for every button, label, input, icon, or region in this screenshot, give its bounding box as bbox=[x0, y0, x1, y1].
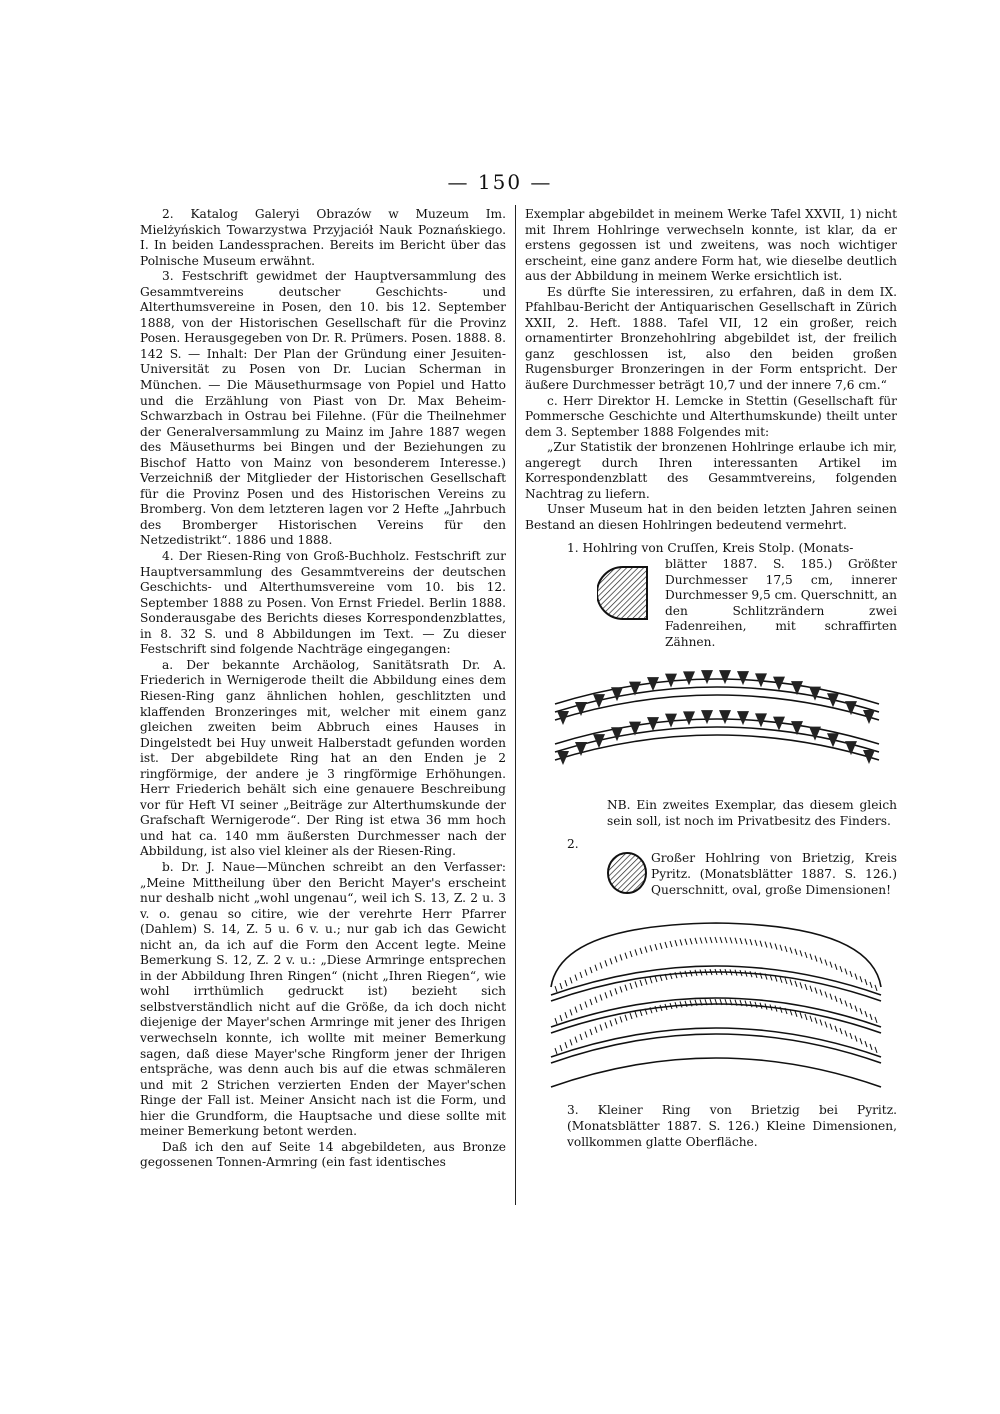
paragraph-note-c: c. Herr Direktor H. Lemcke in Stettin (Gesellschaft für Pommersche Geschichte und Alterthumskunde) theilt unter dem 3. September 1888 Folgendes mit: bbox=[525, 393, 897, 439]
item-2 bbox=[525, 837, 897, 907]
column-divider bbox=[515, 205, 516, 1205]
paragraph-festschrift: 3. Festschrift gewidmet der Hauptversammlung des Gesammtvereins deutscher Geschichts- und Alterthumsvereine in Posen, den 10. bis 12. September 1888, von der Historischen Gesellschaft für die Provinz Posen. Herausgegeben von Dr. R. Prümers. Posen. 1888. 8. 142 S. — Inhalt: Der Plan der Gründung einer Jesuiten-Universität zu Posen von Dr. Lucian Scherman in München. — Die Mäusethurmsage von Popiel und Hatto und die Erzählung von Piast von Dr. Max Beheim-Schwarzbach in Ostrau bei Filehne. (Für die Theilnehmer der Generalversammlung zu Mainz im Jahre 1887 wegen des Mäusethurms bei Bingen und der Beziehungen zu Bischof Hatto von Mainz von besonderem Interesse.) Verzeichniß der Mitglieder der Historischen Gesellschaft für die Provinz Posen und des Historischen Vereins zu Bromberg. Von dem letzteren lagen vor 2 Hefte „Jahrbuch des Bromberger Historischen Vereins für den Netzedistrikt“. 1886 und 1888. bbox=[140, 269, 506, 548]
paragraph-museum: Unser Museum hat in den beiden letzten Jahren seinen Bestand an diesen Hohlringen bedeutend vermehrt. bbox=[525, 502, 897, 532]
cross-section-2-figure bbox=[605, 851, 649, 895]
cross-section-1-figure bbox=[597, 563, 657, 623]
item-3-text: 3. Kleiner Ring von Brietzig bei Pyritz. (Monatsblätter 1887. S. 126.) Kleine Dimensionen, vollkommen glatte Oberfläche. bbox=[567, 1103, 897, 1149]
item-1 bbox=[525, 541, 897, 650]
item-2-number: 2. bbox=[567, 837, 579, 852]
nb-note: NB. Ein zweites Exemplar, das diesem gleich sein soll, ist noch im Privatbesitz des Finders. bbox=[607, 798, 897, 828]
left-column bbox=[140, 207, 506, 1171]
item-1-text: blätter 1887. S. 185.) Größter Durchmesser 17,5 cm, innerer Durchmesser 9,5 cm. Querschnitt, an den Schlitzrändern zwei Fadenreihen, mit schraffirten Zähnen. bbox=[665, 557, 897, 649]
ring-1-figure bbox=[547, 664, 887, 794]
item-2-text: Großer Hohlring von Brietzig, Kreis Pyritz. (Monatsblätter 1887. S. 126.) Querschnitt, oval, große Dimensionen! bbox=[651, 851, 897, 897]
paragraph-note-b: b. Dr. J. Naue—München schreibt an den Verfasser: „Meine Mittheilung über den Bericht Mayer's erscheint nur deshalb nicht „wohl ungenau“, weil ich S. 13, Z. 2 u. 3 v. o. genau so citire, wie der verehrte Herr Pfarrer (Dahlem) S. 14, Z. 5 u. 6 v. u.; nur gab ich das Gewicht nicht an, da ich auf die Form den Accent legte. Meine Bemerkung S. 12, Z. 2 v. u.: „Diese Armringe entsprechen in der Abbildung Ihren Ringen“ (nicht „Ihren Riegen“, wie wohl irrthümlich gedruckt ist) bezieht sich selbstverständlich nicht auf die Größe, da ich doch nicht diejenige der Mayer'schen Armringe mit jener des Ihrigen verwechseln konnte, ich wollte mit meiner Bemerkung sagen, daß diese Mayer'sche Ringform jener der Ihrigen entspräche, was denn auch bis auf die etwas schmäleren und mit 2 Strichen verzierten Enden der Mayer'schen Ringe der Fall ist. Meiner Ansicht nach ist die Form, und hier die Grundform, die Hauptsache und diese sollte mit meiner Bemerkung betont werden. bbox=[140, 859, 506, 1139]
item-1-label: 1. Hohlring von Cruſſen, Kreis Stolp. (Monats- bbox=[567, 541, 854, 556]
right-column bbox=[525, 207, 897, 1150]
paragraph-riesen-ring: 4. Der Riesen-Ring von Groß-Buchholz. Festschrift zur Hauptversammlung des Gesammtvereins der deutschen Geschichts- und Alterthumsvereine vom 10. bis 12. September 1888 zu Posen. Von Ernst Friedel. Berlin 1888. Sonderausgabe des Berichts dieses Korrespondenzblattes, in 8. 32 S. und 8 Abbildungen im Text. — Zu dieser Festschrift sind folgende Nachträge eingegangen: bbox=[140, 549, 506, 657]
paragraph-catalog: 2. Katalog Galeryi Obrazów w Muzeum Im. Mielżyńskich Towarzystwa Przyjaciół Nauk Poznańskiego. I. In beiden Landessprachen. Bereits im Bericht über das Polnische Museum erwähnt. bbox=[140, 207, 506, 268]
paragraph-exemplar: Exemplar abgebildet in meinem Werke Tafel XXVII, 1) nicht mit Ihrem Hohlringe verwechseln konnte, ist klar, da er erstens gegossen ist und zweitens, was noch wichtiger erscheint, eine ganz andere Form hat, wie dieselbe deutlich aus der Abbildung in meinem Werke ersichtlich ist. bbox=[525, 207, 897, 284]
paragraph-note-a: a. Der bekannte Archäolog, Sanitätsrath Dr. A. Friederich in Wernigerode theilt die Abbildung eines dem Riesen-Ring ganz ähnlichen hohlen, geschlitzten und klaffenden Bronzeringes mit, welcher mit einem ganz gleichen zweiten beim Abbruch eines Hauses in Dingelstedt bei Huy unweit Halberstadt gefunden worden ist. Der abgebildete Ring hat an den Enden je 2 ringförmige, der andere je 3 ringförmige Erhöhungen. Herr Friederich behält sich eine genauere Beschreibung vor für Heft VI seiner „Beiträge zur Alterthumskunde der Grafschaft Wernigerode“. Der Ring ist etwa 36 mm hoch und hat ca. 140 mm äußersten Durchmesser nach der Abbildung, ist also viel kleiner als der Riesen-Ring. bbox=[140, 657, 506, 859]
paragraph-pfahlbau: Es dürfte Sie interessiren, zu erfahren, daß in dem IX. Pfahlbau-Bericht der Antiquarischen Gesellschaft in Zürich XXII, 2. Heft. 1888. Tafel VII, 12 ein großer, reich ornamentirter Bronzehohlring abgebildet ist, der freilich ganz geschlossen ist, also den beiden großen Rugensburger Bronzeringen in der Form entspricht. Der äußere Durchmesser beträgt 10,7 und der innere 7,6 cm.“ bbox=[525, 284, 897, 393]
paragraph-tonnen-armring: Daß ich den auf Seite 14 abgebildeten, aus Bronze gegossenen Tonnen-Armring (ein fast identisches bbox=[140, 1139, 506, 1170]
paragraph-statistik: „Zur Statistik der bronzenen Hohlringe erlaube ich mir, angeregt durch Ihren interessanten Artikel im Korrespondenzblatt des Gesammtvereins, folgenden Nachtrag zu liefern. bbox=[525, 440, 897, 501]
ring-2-figure bbox=[541, 917, 891, 1097]
page-number: — 150 — bbox=[447, 170, 553, 194]
